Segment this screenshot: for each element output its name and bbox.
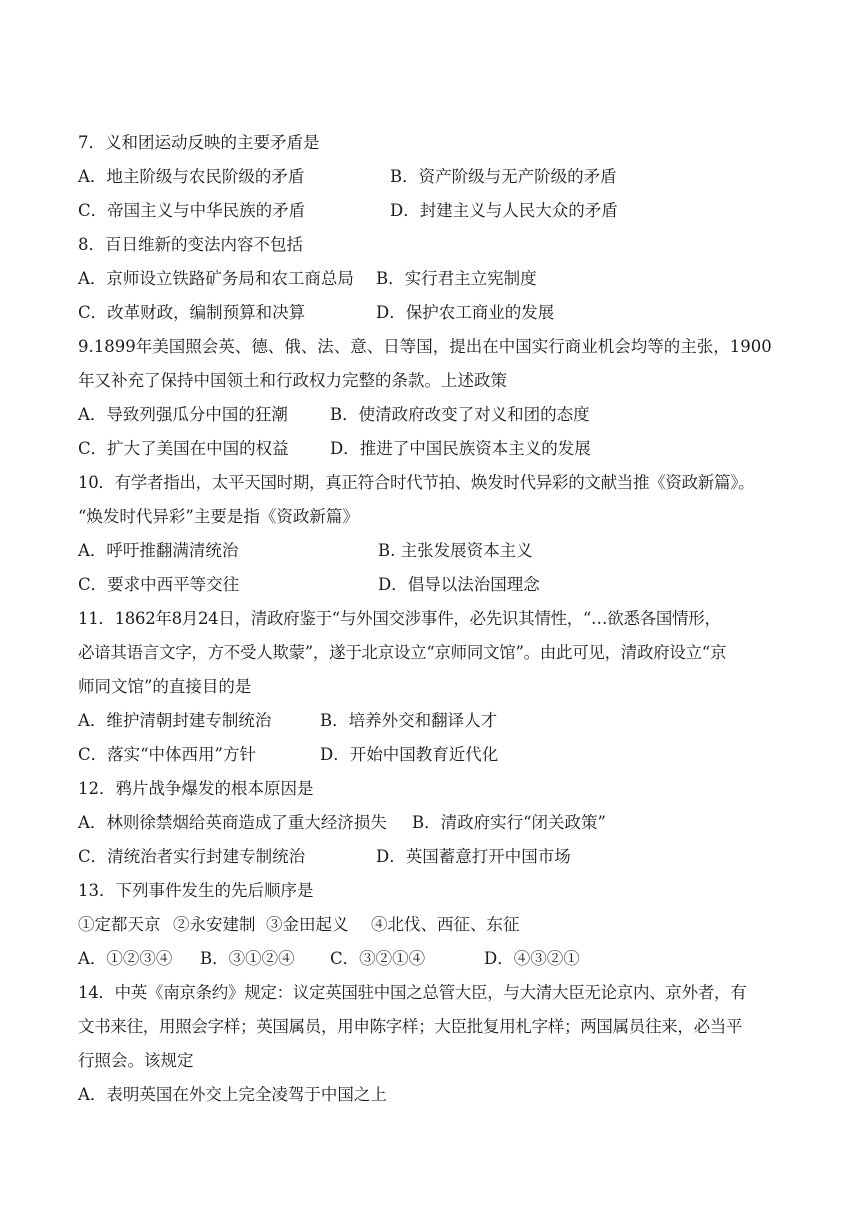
question-14-stem-line-2: 文书来往，用照会字样；英国属员，用申陈字样；大臣批复用札字样；两国属员往来，必当平 — [78, 1017, 743, 1036]
question-13-option-c: C．③②①④ — [330, 949, 426, 968]
question-10-option-b: B. 主张发展资本主义 — [378, 541, 533, 560]
question-11-option-b: B．培养外交和翻译人才 — [320, 711, 498, 730]
question-9-option-c: C．扩大了美国在中国的权益 — [78, 439, 289, 458]
question-9-option-a: A．导致列强瓜分中国的狂潮 — [78, 405, 288, 424]
question-9-option-b: B．使清政府改变了对义和团的态度 — [330, 405, 590, 424]
question-13-option-d: D．④③②① — [484, 949, 580, 968]
question-11-option-a: A．维护清朝封建专制统治 — [78, 711, 272, 730]
question-10-option-d: D．倡导以法治国理念 — [378, 575, 540, 594]
question-13-stem: 13．下列事件发生的先后顺序是 — [78, 881, 314, 900]
question-13-item-3: ③金田起义 — [266, 915, 349, 934]
question-8-option-d: D．保护农工商业的发展 — [376, 303, 555, 322]
question-10-stem-line-2: “焕发时代异彩”主要是指《资政新篇》 — [78, 507, 359, 526]
question-12-option-a: A．林则徐禁烟给英商造成了重大经济损失 — [78, 813, 387, 832]
question-7-option-a: A．地主阶级与农民阶级的矛盾 — [78, 167, 305, 186]
question-10-option-c: C．要求中西平等交往 — [78, 575, 240, 594]
question-13-item-1: ①定都天京 — [78, 915, 161, 934]
question-9-stem-line-1: 9.1899年美国照会英、德、俄、法、意、日等国，提出在中国实行商业机会均等的主张，1900 — [78, 337, 772, 356]
question-7-stem: 7．义和团运动反映的主要矛盾是 — [78, 133, 320, 152]
question-7-option-d: D．封建主义与人民大众的矛盾 — [390, 201, 618, 220]
question-11-option-d: D．开始中国教育近代化 — [320, 745, 499, 764]
question-11-stem-line-2: 必谙其语言文字，方不受人欺蒙”，遂于北京设立“京师同文馆”。由此可见，清政府设立“京 — [78, 643, 727, 662]
question-8-option-a: A．京师设立铁路矿务局和农工商总局 — [78, 269, 354, 288]
question-9-stem-line-2: 年又补充了保持中国领土和行政权力完整的条款。上述政策 — [78, 371, 507, 390]
question-10-option-a: A．呼吁推翻满清统治 — [78, 541, 239, 560]
question-8-option-b: B．实行君主立宪制度 — [376, 269, 537, 288]
question-10-stem-line-1: 10．有学者指出，太平天国时期，真正符合时代节拍、焕发时代异彩的文献当推《资政新篇》。 — [78, 473, 755, 492]
question-7-option-c: C．帝国主义与中华民族的矛盾 — [78, 201, 306, 220]
question-12-option-d: D．英国蓄意打开中国市场 — [376, 847, 571, 866]
question-9-option-d: D．推进了中国民族资本主义的发展 — [330, 439, 591, 458]
question-13-option-b: B．③①②④ — [200, 949, 295, 968]
question-13-option-a: A．①②③④ — [78, 949, 173, 968]
question-12-stem: 12．鸦片战争爆发的根本原因是 — [78, 779, 314, 798]
question-11-option-c: C．落实“中体西用”方针 — [78, 745, 256, 764]
question-14-stem-line-1: 14．中英《南京条约》规定：议定英国驻中国之总管大臣，与大清大臣无论京内、京外者，有 — [78, 983, 747, 1002]
question-12-option-c: C．清统治者实行封建专制统治 — [78, 847, 306, 866]
question-13-item-4: ④北伐、西征、东征 — [371, 915, 520, 934]
question-14-option-a: A．表明英国在外交上完全凌驾于中国之上 — [78, 1085, 387, 1104]
question-11-stem-line-1: 11．1862年8月24日，清政府鉴于“与外国交涉事件，必先识其情性，“…欲悉各国情形， — [78, 609, 721, 628]
question-13-item-2: ②永安建制 — [173, 915, 256, 934]
question-11-stem-line-3: 师同文馆”的直接目的是 — [78, 677, 252, 696]
question-7-option-b: B．资产阶级与无产阶级的矛盾 — [390, 167, 617, 186]
question-14-stem-line-3: 行照会。该规定 — [78, 1051, 194, 1070]
question-8-stem: 8．百日维新的变法内容不包括 — [78, 235, 303, 254]
question-12-option-b: B．清政府实行“闭关政策” — [412, 813, 606, 832]
question-8-option-c: C．改革财政，编制预算和决算 — [78, 303, 306, 322]
